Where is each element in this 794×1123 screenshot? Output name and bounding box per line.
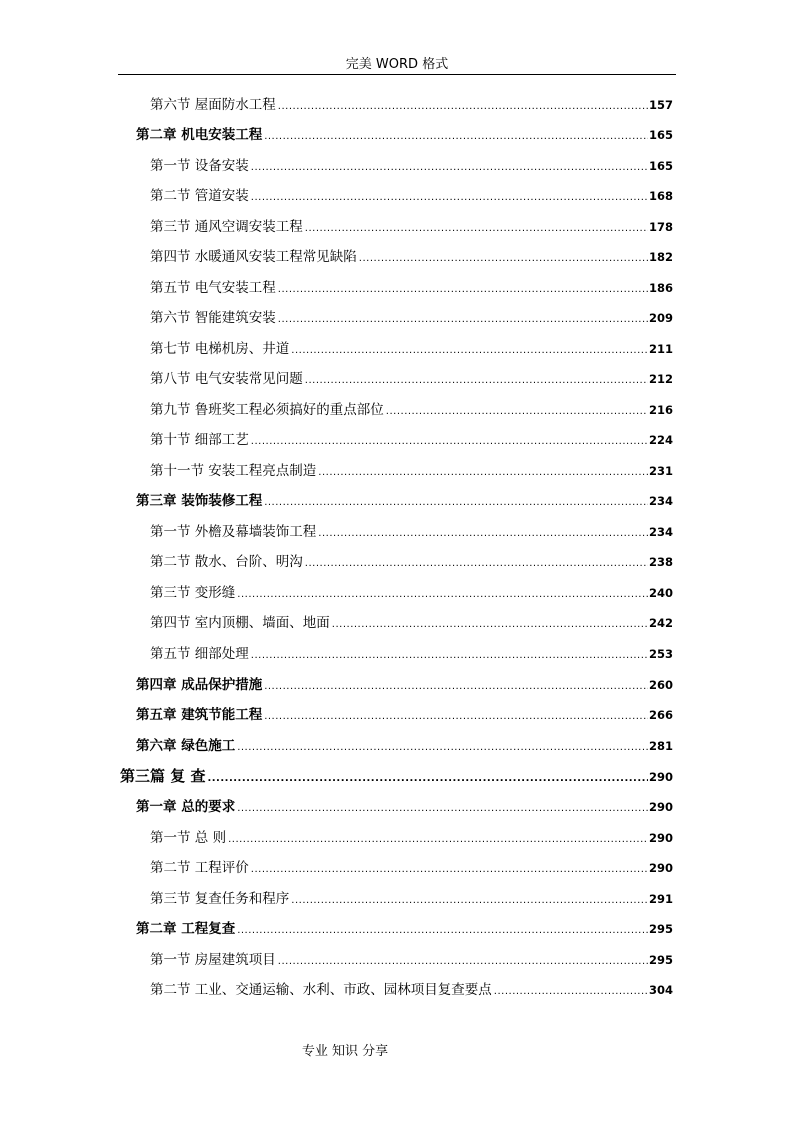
toc-page-number: 290 bbox=[648, 831, 673, 845]
toc-entry-title: 第四节 室内顶棚、墙面、地面 bbox=[150, 615, 330, 631]
toc-page-number: 178 bbox=[648, 220, 673, 234]
toc-entry[interactable] bbox=[150, 643, 673, 665]
toc-leader-dots bbox=[291, 890, 648, 912]
toc-leader-dots bbox=[237, 584, 648, 606]
toc-entry[interactable] bbox=[150, 368, 673, 390]
toc-entry[interactable] bbox=[150, 185, 673, 207]
toc-page-number: 224 bbox=[648, 433, 673, 447]
toc-entry-title: 第六节 屋面防水工程 bbox=[150, 97, 276, 113]
toc-page-number: 295 bbox=[648, 953, 673, 967]
toc-leader-dots bbox=[278, 951, 648, 973]
toc-leader-dots bbox=[251, 645, 648, 667]
toc-page-number: 266 bbox=[648, 708, 673, 722]
toc-page-number: 211 bbox=[648, 342, 673, 356]
toc-entry[interactable] bbox=[136, 735, 673, 757]
toc-entry[interactable] bbox=[150, 949, 673, 971]
toc-entry[interactable] bbox=[136, 490, 673, 512]
toc-entry-title: 第六章 绿色施工 bbox=[136, 738, 236, 754]
toc-leader-dots bbox=[305, 218, 648, 240]
toc-entry[interactable] bbox=[150, 338, 673, 360]
toc-leader-dots bbox=[359, 248, 648, 270]
toc-leader-dots bbox=[251, 859, 648, 881]
toc-page-number: 290 bbox=[648, 861, 673, 875]
toc-page-number: 304 bbox=[648, 983, 673, 997]
toc-leader-dots bbox=[251, 431, 648, 453]
toc-entry-title: 第二章 机电安装工程 bbox=[136, 127, 263, 143]
toc-entry-title: 第四章 成品保护措施 bbox=[136, 677, 263, 693]
toc-entry[interactable] bbox=[150, 521, 673, 543]
toc-entry[interactable] bbox=[136, 674, 673, 696]
toc-page-number: 234 bbox=[648, 494, 673, 508]
toc-page-number: 168 bbox=[648, 189, 673, 203]
toc-entry-title: 第二节 工程评价 bbox=[150, 860, 249, 876]
toc-entry[interactable] bbox=[150, 155, 673, 177]
page-header: 完美 WORD 格式 bbox=[345, 57, 449, 72]
toc-page-number: 281 bbox=[648, 739, 673, 753]
toc-leader-dots bbox=[207, 768, 648, 790]
toc-page-number: 234 bbox=[648, 525, 673, 539]
toc-entry[interactable] bbox=[150, 246, 673, 268]
toc-leader-dots bbox=[251, 187, 648, 209]
toc-leader-dots bbox=[264, 126, 648, 148]
toc-page-number: 209 bbox=[648, 311, 673, 325]
toc-page-number: 231 bbox=[648, 464, 673, 478]
toc-entry-title: 第一节 房屋建筑项目 bbox=[150, 952, 276, 968]
toc-page-number: 242 bbox=[648, 616, 673, 630]
toc-entry[interactable] bbox=[150, 827, 673, 849]
toc-entry[interactable] bbox=[150, 94, 673, 116]
toc-entry-title: 第一节 外檐及幕墙装饰工程 bbox=[150, 524, 317, 540]
toc-entry-title: 第三篇 复 查 bbox=[120, 767, 206, 785]
toc-entry-title: 第三节 复查任务和程序 bbox=[150, 891, 290, 907]
toc-page-number: 295 bbox=[648, 922, 673, 936]
toc-entry[interactable] bbox=[150, 307, 673, 329]
toc-leader-dots bbox=[386, 401, 648, 423]
toc-entry[interactable] bbox=[136, 124, 673, 146]
page-footer: 专业 知识 分享 bbox=[301, 1044, 389, 1059]
toc-leader-dots bbox=[278, 309, 648, 331]
toc-page-number: 240 bbox=[648, 586, 673, 600]
toc-entry-title: 第一节 总 则 bbox=[150, 830, 227, 846]
toc-entry-title: 第十节 细部工艺 bbox=[150, 432, 249, 448]
toc-entry-title: 第三节 通风空调安装工程 bbox=[150, 219, 303, 235]
toc-entry-title: 第八节 电气安装常见问题 bbox=[150, 371, 303, 387]
toc-page-number: 290 bbox=[648, 800, 673, 814]
toc-leader-dots bbox=[264, 706, 648, 728]
toc-page-number: 165 bbox=[648, 159, 673, 173]
toc-entry[interactable] bbox=[150, 612, 673, 634]
toc-entry-title: 第二节 管道安装 bbox=[150, 188, 249, 204]
toc-entry[interactable] bbox=[136, 796, 673, 818]
toc-leader-dots bbox=[228, 829, 648, 851]
toc-entry-title: 第五章 建筑节能工程 bbox=[136, 707, 263, 723]
toc-entry[interactable] bbox=[150, 399, 673, 421]
toc-entry[interactable] bbox=[150, 460, 673, 482]
toc-leader-dots bbox=[332, 614, 648, 636]
toc-entry[interactable] bbox=[150, 888, 673, 910]
toc-entry[interactable] bbox=[150, 551, 673, 573]
toc-entry[interactable] bbox=[150, 582, 673, 604]
toc-leader-dots bbox=[305, 370, 648, 392]
toc-entry-title: 第二章 工程复查 bbox=[136, 921, 236, 937]
toc-entry-title: 第六节 智能建筑安装 bbox=[150, 310, 276, 326]
toc-leader-dots bbox=[237, 737, 648, 759]
toc-entry-title: 第三章 装饰装修工程 bbox=[136, 493, 263, 509]
toc-page-number: 157 bbox=[648, 98, 673, 112]
toc-page-number: 182 bbox=[648, 250, 673, 264]
toc-entry[interactable] bbox=[136, 918, 673, 940]
toc-entry-title: 第九节 鲁班奖工程必须搞好的重点部位 bbox=[150, 402, 384, 418]
toc-entry[interactable] bbox=[150, 857, 673, 879]
toc-page-number: 253 bbox=[648, 647, 673, 661]
toc-page-number: 186 bbox=[648, 281, 673, 295]
toc-leader-dots bbox=[278, 279, 648, 301]
toc-leader-dots bbox=[237, 798, 648, 820]
toc-entry[interactable] bbox=[150, 277, 673, 299]
toc-leader-dots bbox=[291, 340, 648, 362]
toc-entry-title: 第一节 设备安装 bbox=[150, 158, 249, 174]
toc-leader-dots bbox=[264, 492, 648, 514]
toc-entry-title: 第七节 电梯机房、井道 bbox=[150, 341, 290, 357]
toc-entry-title: 第三节 变形缝 bbox=[150, 585, 236, 601]
toc-entry[interactable] bbox=[150, 979, 673, 1001]
toc-page-number: 216 bbox=[648, 403, 673, 417]
header-divider bbox=[118, 74, 676, 75]
toc-page-number: 291 bbox=[648, 892, 673, 906]
toc-leader-dots bbox=[251, 157, 648, 179]
toc-entry-title: 第二节 工业、交通运输、水利、市政、园林项目复查要点 bbox=[150, 982, 492, 998]
toc-leader-dots bbox=[278, 96, 648, 118]
toc-entry-title: 第十一节 安装工程亮点制造 bbox=[150, 463, 317, 479]
toc-page-number: 212 bbox=[648, 372, 673, 386]
toc-leader-dots bbox=[318, 523, 648, 545]
toc-entry[interactable] bbox=[136, 704, 673, 726]
toc-page-number: 165 bbox=[648, 128, 673, 142]
toc-entry-title: 第五节 电气安装工程 bbox=[150, 280, 276, 296]
toc-leader-dots bbox=[264, 676, 648, 698]
toc-entry-title: 第四节 水暖通风安装工程常见缺陷 bbox=[150, 249, 357, 265]
toc-entry-title: 第一章 总的要求 bbox=[136, 799, 236, 815]
toc-entry-title: 第二节 散水、台阶、明沟 bbox=[150, 554, 303, 570]
toc-leader-dots bbox=[237, 920, 648, 942]
toc-leader-dots bbox=[494, 981, 648, 1003]
toc-leader-dots bbox=[305, 553, 648, 575]
toc-page-number: 238 bbox=[648, 555, 673, 569]
toc-entry[interactable] bbox=[120, 765, 673, 787]
toc-page-number: 260 bbox=[648, 678, 673, 692]
toc-entry[interactable] bbox=[150, 429, 673, 451]
toc-entry-title: 第五节 细部处理 bbox=[150, 646, 249, 662]
toc-leader-dots bbox=[318, 462, 648, 484]
toc-page-number: 290 bbox=[648, 770, 673, 784]
toc-entry[interactable] bbox=[150, 216, 673, 238]
